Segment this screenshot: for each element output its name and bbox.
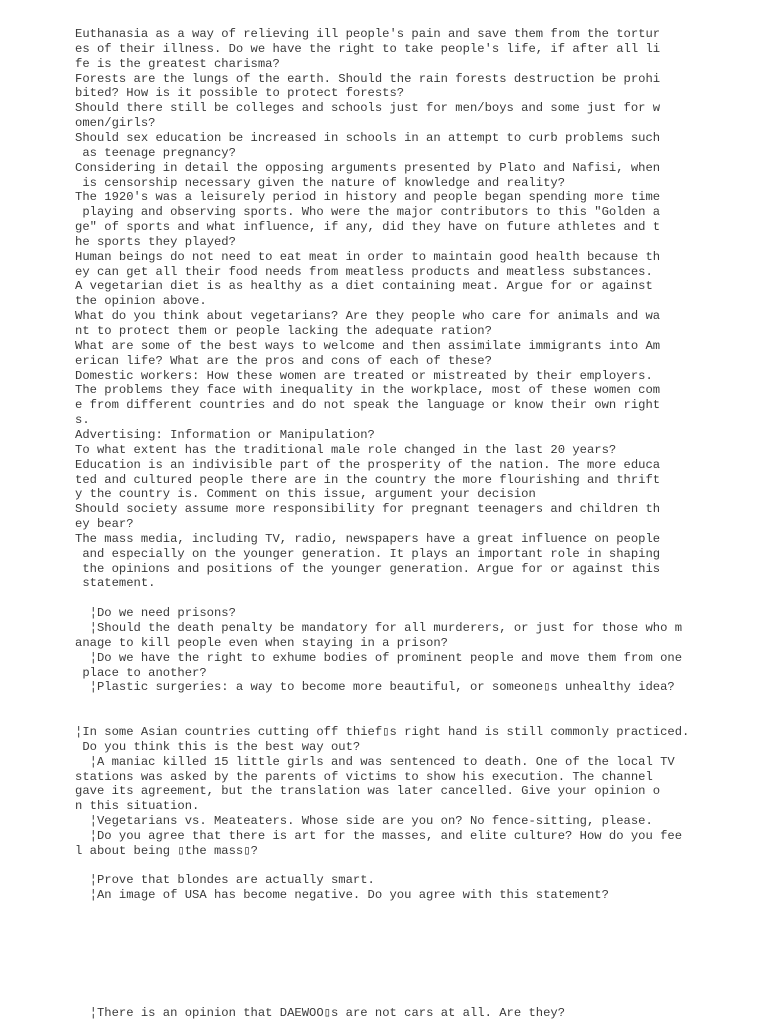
text-line: erican life? What are the pros and cons of each of these? <box>75 353 492 368</box>
text-line: Should there still be colleges and schools just for men/boys and some just for w <box>75 101 661 116</box>
text-line: ¦An image of USA has become negative. Do you agree with this statement? <box>75 888 609 903</box>
text-line: ted and cultured people there are in the country the more flourishing and thrift <box>75 472 661 487</box>
text-line: es of their illness. Do we have the right to take people's life, if after all li <box>75 41 661 56</box>
text-line: he sports they played? <box>75 234 236 249</box>
text-line: ey can get all their food needs from meatless products and meatless substances. <box>75 264 653 279</box>
text-line: anage to kill people even when staying in a prison? <box>75 635 448 650</box>
text-line: place to another? <box>75 665 207 680</box>
text-line: ¦Do you agree that there is art for the masses, and elite culture? How do you fee <box>75 828 683 843</box>
text-line: The problems they face with inequality in the workplace, most of these women com <box>75 383 661 398</box>
text-line: bited? How is it possible to protect forests? <box>75 86 405 101</box>
text-line: ey bear? <box>75 517 134 531</box>
text-line: omen/girls? <box>75 116 156 131</box>
text-line: Should society assume more responsibility for pregnant teenagers and children th <box>75 502 661 517</box>
text-line: ¦A maniac killed 15 little girls and was sentenced to death. One of the local TV <box>75 754 675 769</box>
text-line: Human beings do not need to eat meat in order to maintain good health because th <box>75 249 661 264</box>
text-line: Do you think this is the best way out? <box>75 739 361 754</box>
text-line: ¦There is an opinion that DAEWOO▯s are not cars at all. Are they? <box>75 1006 566 1020</box>
text-line: as teenage pregnancy? <box>75 145 236 160</box>
text-line: e from different countries and do not speak the language or know their own right <box>75 398 661 413</box>
text-line: the opinions and positions of the younger generation. Argue for or against this <box>75 561 661 576</box>
text-line: is censorship necessary given the nature of knowledge and reality? <box>75 175 566 190</box>
text-line: Advertising: Information or Manipulation? <box>75 427 375 442</box>
text-line: Forests are the lungs of the earth. Should the rain forests destruction be prohi <box>75 71 661 86</box>
text-line: ¦Vegetarians vs. Meateaters. Whose side are you on? No fence-sitting, please. <box>75 814 653 828</box>
text-line: Domestic workers: How these women are treated or mistreated by their employers. <box>75 368 653 383</box>
text-line: What do you think about vegetarians? Are they people who care for animals and wa <box>75 309 661 324</box>
text-line: A vegetarian diet is as healthy as a diet containing meat. Argue for or against <box>75 279 653 294</box>
text-line: fe is the greatest charisma? <box>75 56 280 71</box>
text-line: The mass media, including TV, radio, newspapers have a great influence on people <box>75 531 661 546</box>
text-line: statement. <box>75 576 156 591</box>
text-line: Considering in detail the opposing arguments presented by Plato and Nafisi, when <box>75 160 661 175</box>
text-line: ge" of sports and what influence, if any, did they have on future athletes and t <box>75 220 661 234</box>
text-line: ¦Do we have the right to exhume bodies of prominent people and move them from one <box>75 650 683 665</box>
text-line: What are some of the best ways to welcome and then assimilate immigrants into Am <box>75 338 661 353</box>
text-line: and especially on the younger generation. It plays an important role in shaping <box>75 546 661 561</box>
text-line: the opinion above. <box>75 294 207 309</box>
text-line: n this situation. <box>75 799 200 814</box>
text-line: To what extent has the traditional male role changed in the last 20 years? <box>75 442 617 457</box>
text-line: ¦Do we need prisons? <box>75 606 236 621</box>
text-line: s. <box>75 413 90 428</box>
text-line: nt to protect them or people lacking the adequate ration? <box>75 324 492 338</box>
text-line: The 1920's was a leisurely period in history and people began spending more time <box>75 190 661 205</box>
text-line: Education is an indivisible part of the prosperity of the nation. The more educa <box>75 457 661 472</box>
text-line: stations was asked by the parents of victims to show his execution. The channel <box>75 769 653 784</box>
text-line: Should sex education be increased in schools in an attempt to curb problems such <box>75 130 661 145</box>
text-line: l about being ▯the mass▯? <box>75 843 258 858</box>
text-line: Euthanasia as a way of relieving ill people's pain and save them from the tortur <box>75 27 661 41</box>
text-line: ¦Should the death penalty be mandatory for all murderers, or just for those who m <box>75 621 683 635</box>
text-line: gave its agreement, but the translation was later cancelled. Give your opinion o <box>75 784 661 799</box>
text-line: ¦Prove that blondes are actually smart. <box>75 873 375 888</box>
text-line: ¦Plastic surgeries: a way to become more beautiful, or someone▯s unhealthy idea? <box>75 680 675 695</box>
text-line: ¦In some Asian countries cutting off thief▯s right hand is still commonly practiced. <box>75 724 690 739</box>
text-line: playing and observing sports. Who were the major contributors to this "Golden a <box>75 205 661 220</box>
text-line: y the country is. Comment on this issue, argument your decision <box>75 487 536 502</box>
